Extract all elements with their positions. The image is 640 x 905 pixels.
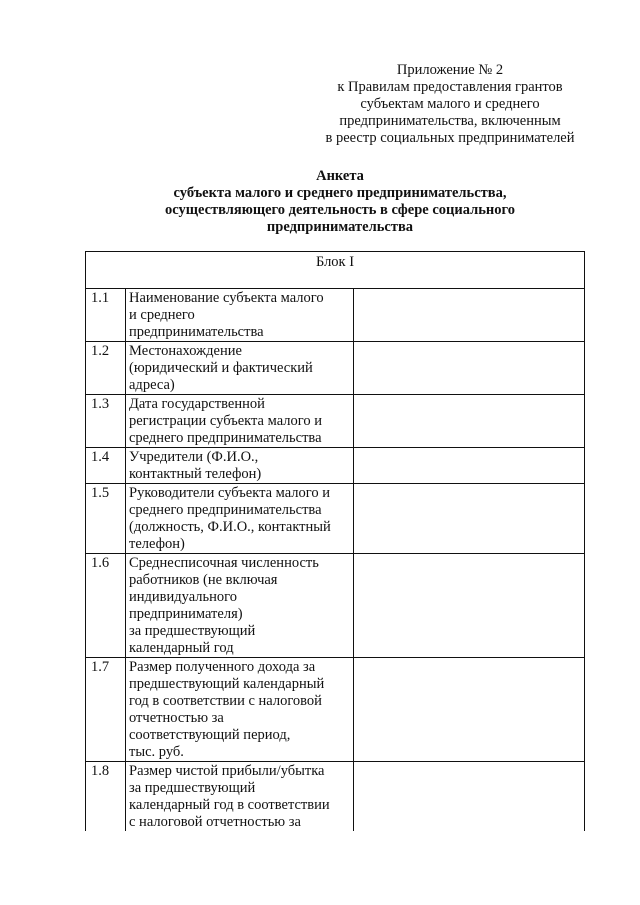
row-value-cell[interactable] — [354, 289, 585, 342]
table-row — [86, 448, 585, 484]
row-number: 1.6 — [86, 554, 126, 658]
label-line: календарный год — [129, 640, 234, 656]
table-row — [86, 762, 585, 832]
row-value-cell[interactable] — [354, 342, 585, 395]
row-number: 1.7 — [86, 658, 126, 762]
row-label — [126, 342, 354, 395]
form-title — [60, 168, 620, 236]
row-value-cell[interactable] — [354, 484, 585, 554]
label-line: отчетностью за — [129, 710, 224, 726]
table-row — [86, 554, 585, 658]
label-line: предшествующий календарный — [129, 676, 325, 692]
row-number: 1.3 — [86, 395, 126, 448]
table-row — [86, 658, 585, 762]
label-line: индивидуального — [129, 589, 237, 605]
appendix-line: предпринимательства, включенным — [339, 113, 561, 129]
table-row — [86, 395, 585, 448]
row-label — [126, 395, 354, 448]
label-line: Размер чистой прибыли/убытка — [129, 763, 325, 779]
label-line: Наименование субъекта малого — [129, 290, 324, 306]
appendix-line: в реестр социальных предпринимателей — [325, 130, 575, 146]
label-line: среднего предпринимательства — [129, 430, 322, 446]
row-number: 1.5 — [86, 484, 126, 554]
row-value-cell[interactable] — [354, 554, 585, 658]
label-line: Учредители (Ф.И.О., — [129, 449, 259, 465]
title-line: субъекта малого и среднего предпринимательства, — [173, 185, 507, 201]
label-line: адреса) — [129, 377, 175, 393]
questionnaire-table — [85, 251, 585, 831]
label-line: тыс. руб. — [129, 744, 184, 760]
label-line: и среднего — [129, 307, 195, 323]
table-row — [86, 342, 585, 395]
block-title: Блок I — [86, 252, 585, 289]
row-value-cell[interactable] — [354, 762, 585, 832]
table-row — [86, 289, 585, 342]
row-label — [126, 554, 354, 658]
label-line: Среднесписочная численность — [129, 555, 319, 571]
label-line: работников (не включая — [129, 572, 278, 588]
label-line: (должность, Ф.И.О., контактный — [129, 519, 331, 535]
label-line: предпринимательства — [129, 324, 264, 340]
label-line: год в соответствии с налоговой — [129, 693, 322, 709]
title-line: предпринимательства — [266, 219, 414, 235]
row-label — [126, 762, 354, 832]
label-line: среднего предпринимательства — [129, 502, 322, 518]
label-line: предпринимателя) — [129, 606, 243, 622]
appendix-line: субъектам малого и среднего — [360, 96, 540, 112]
block-header-row — [86, 252, 585, 289]
row-value-cell[interactable] — [354, 658, 585, 762]
row-number: 1.4 — [86, 448, 126, 484]
row-number: 1.2 — [86, 342, 126, 395]
appendix-line: к Правилам предоставления грантов — [337, 79, 563, 95]
label-line: Размер полученного дохода за — [129, 659, 316, 675]
title-line: осуществляющего деятельность в сфере социального — [164, 202, 515, 218]
title-line: Анкета — [316, 168, 364, 184]
table-row — [86, 484, 585, 554]
label-line: Дата государственной — [129, 396, 265, 412]
label-line: календарный год в соответствии — [129, 797, 330, 813]
label-line: Местонахождение — [129, 343, 242, 359]
label-line: с налоговой отчетностью за — [129, 814, 301, 830]
row-label — [126, 484, 354, 554]
row-number: 1.8 — [86, 762, 126, 832]
row-number: 1.1 — [86, 289, 126, 342]
label-line: соответствующий период, — [129, 727, 291, 743]
label-line: (юридический и фактический — [129, 360, 313, 376]
row-label — [126, 289, 354, 342]
row-label — [126, 448, 354, 484]
label-line: за предшествующий — [129, 780, 256, 796]
label-line: контактный телефон) — [129, 466, 262, 482]
label-line: регистрации субъекта малого и — [129, 413, 322, 429]
label-line: телефон) — [129, 536, 185, 552]
appendix-header — [300, 62, 600, 147]
appendix-line: Приложение № 2 — [396, 62, 504, 78]
label-line: за предшествующий — [129, 623, 256, 639]
row-label — [126, 658, 354, 762]
row-value-cell[interactable] — [354, 395, 585, 448]
row-value-cell[interactable] — [354, 448, 585, 484]
label-line: Руководители субъекта малого и — [129, 485, 331, 501]
